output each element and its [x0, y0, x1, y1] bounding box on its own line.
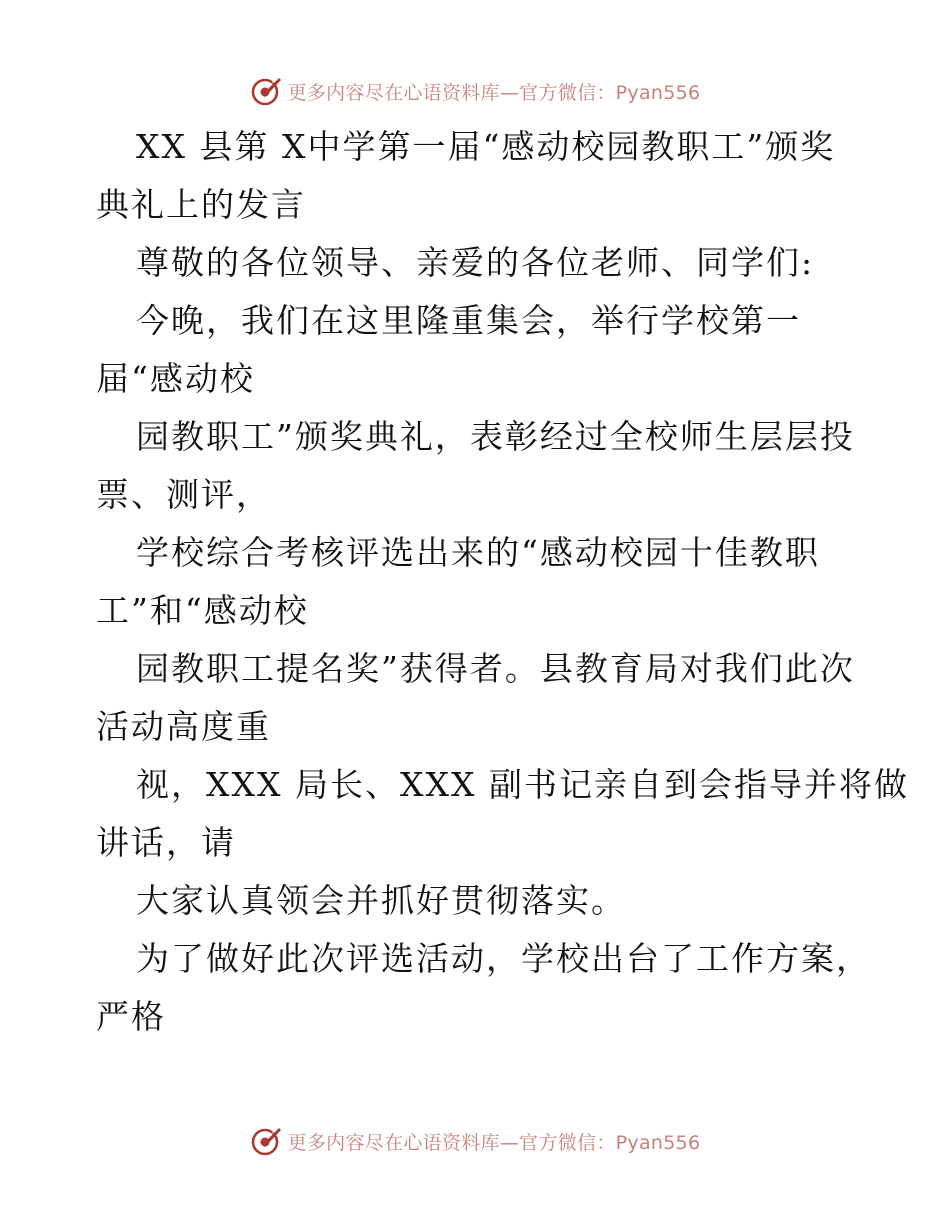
header-banner-text: 更多内容尽在心语资料库—官方微信：Pyan556 [287, 81, 701, 104]
paragraph-line: 今晚，我们在这里隆重集会，举行学校第一 [136, 301, 801, 340]
paragraph-line: 学校综合考核评选出来的“感动校园十佳教职 [136, 533, 820, 572]
salutation: 尊敬的各位领导、亲爱的各位老师、同学们: [136, 243, 815, 282]
document-title-line-1: XX 县第 X中学第一届“感动校园教职工”颁奖 [136, 127, 836, 166]
document-title-line-2: 典礼上的发言 [96, 185, 306, 224]
paragraph-line: 大家认真领会并抓好贯彻落实。 [136, 881, 626, 920]
paragraph-line: 活动高度重 [96, 707, 271, 746]
paragraph-line: 工”和“感动校 [96, 591, 309, 630]
paragraph-line: 视，XXX 局长、XXX 副书记亲自到会指导并将做 [136, 765, 909, 804]
quill-seal-icon [250, 74, 284, 108]
paragraph-line: 园教职工提名奖”获得者。县教育局对我们此次 [136, 649, 855, 688]
paragraph-line: 为了做好此次评选活动，学校出台了工作方案， [136, 939, 871, 978]
paragraph-line: 讲话，请 [96, 823, 236, 862]
paragraph-line: 届“感动校 [96, 359, 255, 398]
quill-seal-icon [250, 1124, 284, 1158]
document-body [96, 118, 909, 1046]
paragraph-line: 票、测评， [96, 475, 271, 514]
footer-banner-text: 更多内容尽在心语资料库—官方微信：Pyan556 [287, 1131, 701, 1154]
paragraph-line: 严格 [96, 997, 166, 1036]
footer-banner [0, 1121, 950, 1161]
paragraph-line: 园教职工”颁奖典礼，表彰经过全校师生层层投 [136, 417, 855, 456]
header-banner [0, 71, 950, 111]
